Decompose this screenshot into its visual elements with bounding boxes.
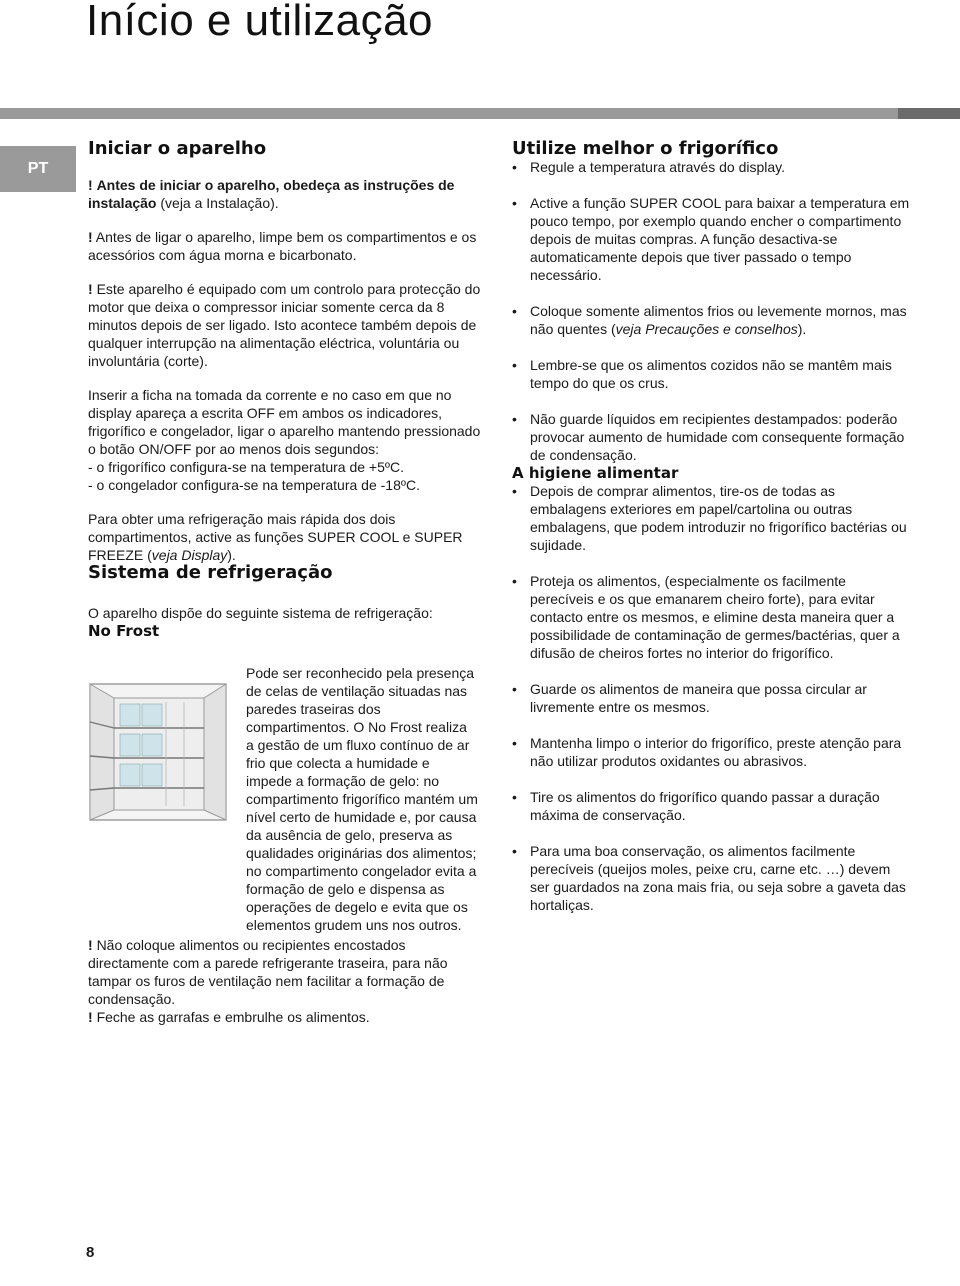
section-title-sistema: Sistema de refrigeração — [88, 562, 333, 583]
higiene-list — [512, 482, 912, 914]
warning-mark: ! — [88, 177, 93, 193]
list-item-text: ). — [797, 321, 807, 337]
subsection-title-nofrost: No Frost — [88, 622, 160, 640]
paragraph-frigorifico-temp: - o frigorífico configura-se na temperatura de +5ºC. — [88, 459, 404, 475]
warning-mark: ! — [88, 1009, 93, 1025]
paragraph-refrigeracao-rapida — [88, 510, 482, 564]
list-item: • Mantenha limpo o interior do frigorífico, preste atenção para não utilizar produtos oxidantes ou abrasivos. — [512, 734, 912, 770]
paragraph-congelador-temp: - o congelador configura-se na temperatura de -18ºC. — [88, 477, 420, 493]
warning-mark: ! — [88, 937, 93, 953]
warning-mark: ! — [88, 229, 93, 245]
page-title: Início e utilização — [86, 0, 434, 45]
paragraph-text: ). — [227, 547, 236, 563]
list-item: • Depois de comprar alimentos, tire-os de todas as embalagens exteriores em papel/cartolina ou outras embalagens, que podem introduzir no frigorífico bactérias ou sujidade. — [512, 482, 912, 554]
language-tab: PT — [0, 146, 76, 192]
list-item: • Guarde os alimentos de maneira que possa circular ar livremente entre os mesmos. — [512, 680, 912, 716]
paragraph-inserir-ficha: Inserir a ficha na tomada da corrente e no caso em que no display apareça a escrita OFF em ambos os indicadores, frigorífico e congelador, ligar o aparelho mantendo pressionado o botão ON/OFF por ao menos dois segundos: — [88, 387, 481, 457]
list-item — [512, 302, 912, 338]
paragraph-sistema-intro: O aparelho dispõe do seguinte sistema de refrigeração: — [88, 605, 433, 621]
fridge-interior-illustration — [88, 682, 228, 822]
paragraph-aviso-garrafas — [88, 1008, 482, 1026]
page-number: 8 — [86, 1244, 95, 1261]
section-title-higiene: A higiene alimentar — [512, 464, 679, 482]
paragraph-text: Para obter uma refrigeração mais rápida dos dois compartimentos, active as funções SUPER COOL e SUPER FREEZE ( — [88, 511, 463, 563]
list-item: • Proteja os alimentos, (especialmente os facilmente perecíveis e os que emanarem cheiro forte), para evitar contacto entre os mesmos, e elimine desta maneira quer a possibilidade de contaminação de germes/bactérias, quer a difusão de cheiros fortes no interior do frigorífico. — [512, 572, 912, 662]
list-item: • Regule a temperatura através do display. — [512, 158, 912, 176]
paragraph-antes-ligar — [88, 228, 482, 264]
header-divider-bar — [0, 108, 960, 119]
paragraph-bold-text: Antes de iniciar o aparelho, obedeça as instruções de instalação — [88, 177, 455, 211]
paragraph-text: (veja a Instalação). — [156, 195, 279, 211]
header-divider-accent — [898, 108, 960, 119]
paragraph-antes-iniciar — [88, 176, 482, 212]
list-item: • Lembre-se que os alimentos cozidos não se mantêm mais tempo do que os crus. — [512, 356, 912, 392]
list-item: • Tire os alimentos do frigorífico quando passar a duração máxima de conservação. — [512, 788, 912, 824]
paragraph-text: Antes de ligar o aparelho, limpe bem os compartimentos e os acessórios com água morna e bicarbonato. — [88, 229, 477, 263]
list-item: • Não guarde líquidos em recipientes destampados: poderão provocar aumento de humidade com consequente formação de condensação. — [512, 410, 912, 464]
paragraph-aviso-parede — [88, 936, 482, 1008]
list-item: • Para uma boa conservação, os alimentos facilmente perecíveis (queijos moles, peixe cru, carne etc. …) devem ser guardados na zona mais fria, ou seja sobre a gaveta das hortaliças. — [512, 842, 912, 914]
section-title-iniciar: Iniciar o aparelho — [88, 138, 267, 159]
nofrost-description: Pode ser reconhecido pela presença de celas de ventilação situadas nas paredes traseiras dos compartimentos. O No Frost realiza a gestão de um fluxo contínuo de ar frio que colecta a humidade e impede a formação de gelo: no compartimento frigorífico mantém um nível certo de humidade e, por causa da ausência de gelo, preserva as qualidades originárias dos alimentos; no compartimento congelador evita a formação de gelo e dispensa as operações de degelo e evita que os elementos grudem uns nos outros. — [246, 665, 478, 933]
list-item: • Active a função SUPER COOL para baixar a temperatura em pouco tempo, por exemplo quando encher o compartimento depois de muitas compras. A função desactiva-se automaticamente depois que tiver passado o tempo necessário. — [512, 194, 912, 284]
left-column — [88, 140, 482, 1026]
list-item-text: Coloque somente alimentos frios ou levemente mornos, mas não quentes ( — [530, 303, 907, 337]
section-title-utilize: Utilize melhor o frigorífico — [512, 138, 779, 159]
list-item-italic-reference: veja Precauções e conselhos — [615, 321, 798, 337]
right-column — [512, 140, 912, 914]
warning-mark: ! — [88, 281, 93, 297]
nofrost-block — [88, 654, 482, 933]
paragraph-text: Feche as garrafas e embrulhe os alimentos. — [96, 1009, 370, 1025]
paragraph-italic-reference: veja Display — [151, 547, 228, 563]
paragraph-text: Este aparelho é equipado com um controlo para protecção do motor que deixa o compressor iniciar somente cerca da 8 minutos depois de ser ligado. Isto acontece também depois de qualquer interrupção na alimentação eléctrica, voluntária ou involuntária (corte). — [88, 281, 481, 369]
paragraph-text: Não coloque alimentos ou recipientes encostados directamente com a parede refrigerante traseira, para não tampar os furos de ventilação nem facilitar a formação de condensação. — [88, 937, 448, 1007]
paragraph-proteccao-motor — [88, 280, 482, 370]
utilize-list — [512, 158, 912, 464]
